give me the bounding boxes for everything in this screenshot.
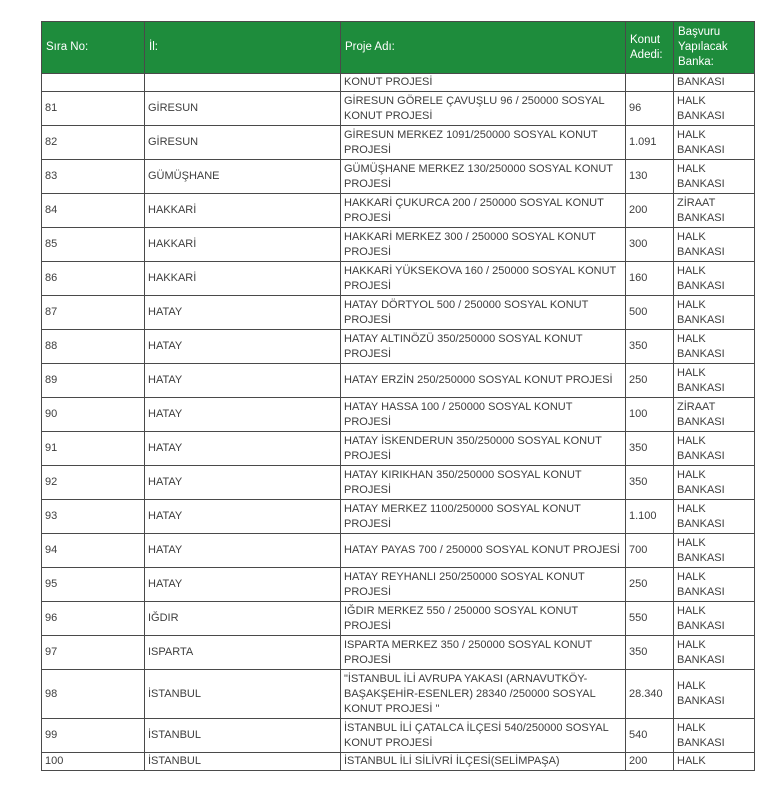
cell-sira: 97 [42, 636, 145, 670]
cell-sira: 85 [42, 228, 145, 262]
table-row-83 [42, 160, 755, 194]
cell-proje: GİRESUN MERKEZ 1091/250000 SOSYAL KONUT PROJESİ [341, 126, 626, 160]
cell-proje: HATAY KIRIKHAN 350/250000 SOSYAL KONUT PROJESİ [341, 466, 626, 500]
cell-il: HATAY [145, 296, 341, 330]
table-row-94 [42, 534, 755, 568]
cell-banka: HALK BANKASI [674, 719, 755, 753]
cell-proje: HAKKARİ YÜKSEKOVA 160 / 250000 SOSYAL KONUT PROJESİ [341, 262, 626, 296]
cell-il: HATAY [145, 500, 341, 534]
cell-il: HATAY [145, 466, 341, 500]
cell-il: İSTANBUL [145, 753, 341, 771]
cell-adet: 540 [626, 719, 674, 753]
cell-sira: 96 [42, 602, 145, 636]
cell-banka: HALK BANKASI [674, 466, 755, 500]
cell-adet: 200 [626, 194, 674, 228]
cell-sira: 99 [42, 719, 145, 753]
table-row-89 [42, 364, 755, 398]
cell-il: HAKKARİ [145, 262, 341, 296]
table-row-88 [42, 330, 755, 364]
cell-il: HATAY [145, 534, 341, 568]
cell-proje: KONUT PROJESİ [341, 74, 626, 92]
column-header-proje-adi: Proje Adı: [341, 22, 626, 74]
cell-banka: HALK BANKASI [674, 670, 755, 719]
cell-proje: HATAY HASSA 100 / 250000 SOSYAL KONUT PROJESİ [341, 398, 626, 432]
cell-banka: HALK BANKASI [674, 534, 755, 568]
table-row-98 [42, 670, 755, 719]
cell-il: GİRESUN [145, 92, 341, 126]
column-header-konut-adedi: Konut Adedi: [626, 22, 674, 74]
cell-il: HATAY [145, 330, 341, 364]
cell-adet: 28.340 [626, 670, 674, 719]
header-row [42, 22, 755, 74]
cell-banka: HALK BANKASI [674, 330, 755, 364]
cell-il [145, 74, 341, 92]
cell-adet [626, 74, 674, 92]
table-row-85 [42, 228, 755, 262]
cell-proje: HAKKARİ ÇUKURCA 200 / 250000 SOSYAL KONUT PROJESİ [341, 194, 626, 228]
cell-sira: 86 [42, 262, 145, 296]
cell-sira: 81 [42, 92, 145, 126]
cell-il: GİRESUN [145, 126, 341, 160]
table-row-96 [42, 602, 755, 636]
cell-il: HATAY [145, 398, 341, 432]
cell-proje: İSTANBUL İLİ ÇATALCA İLÇESİ 540/250000 SOSYAL KONUT PROJESİ [341, 719, 626, 753]
cell-adet: 130 [626, 160, 674, 194]
cell-banka: HALK BANKASI [674, 602, 755, 636]
cell-adet: 300 [626, 228, 674, 262]
cell-sira: 94 [42, 534, 145, 568]
cell-proje: HAKKARİ MERKEZ 300 / 250000 SOSYAL KONUT PROJESİ [341, 228, 626, 262]
cell-banka: HALK BANKASI [674, 296, 755, 330]
cell-sira: 92 [42, 466, 145, 500]
cell-proje: HATAY MERKEZ 1100/250000 SOSYAL KONUT PROJESİ [341, 500, 626, 534]
cell-adet: 250 [626, 568, 674, 602]
cell-proje: HATAY ERZİN 250/250000 SOSYAL KONUT PROJESİ [341, 364, 626, 398]
cell-proje: HATAY REYHANLI 250/250000 SOSYAL KONUT PROJESİ [341, 568, 626, 602]
table-row-87 [42, 296, 755, 330]
table-row-100 [42, 753, 755, 771]
table-row-continuation [42, 74, 755, 92]
cell-adet: 350 [626, 432, 674, 466]
cell-proje: GÜMÜŞHANE MERKEZ 130/250000 SOSYAL KONUT PROJESİ [341, 160, 626, 194]
cell-sira: 91 [42, 432, 145, 466]
table-row-95 [42, 568, 755, 602]
cell-sira: 82 [42, 126, 145, 160]
cell-adet: 250 [626, 364, 674, 398]
cell-banka: BANKASI [674, 74, 755, 92]
cell-adet: 200 [626, 753, 674, 771]
cell-adet: 350 [626, 636, 674, 670]
cell-banka: ZİRAAT BANKASI [674, 398, 755, 432]
cell-sira: 89 [42, 364, 145, 398]
cell-sira [42, 74, 145, 92]
table-row-82 [42, 126, 755, 160]
cell-il: ISPARTA [145, 636, 341, 670]
cell-adet: 1.091 [626, 126, 674, 160]
cell-banka: HALK BANKASI [674, 500, 755, 534]
cell-adet: 700 [626, 534, 674, 568]
cell-proje: HATAY ALTINÖZÜ 350/250000 SOSYAL KONUT PROJESİ [341, 330, 626, 364]
cell-banka: HALK BANKASI [674, 636, 755, 670]
cell-proje: HATAY İSKENDERUN 350/250000 SOSYAL KONUT PROJESİ [341, 432, 626, 466]
cell-sira: 88 [42, 330, 145, 364]
cell-il: HATAY [145, 568, 341, 602]
cell-sira: 90 [42, 398, 145, 432]
table-row-84 [42, 194, 755, 228]
table-header [42, 22, 755, 74]
cell-il: IĞDIR [145, 602, 341, 636]
cell-sira: 84 [42, 194, 145, 228]
cell-proje: GİRESUN GÖRELE ÇAVUŞLU 96 / 250000 SOSYAL KONUT PROJESİ [341, 92, 626, 126]
cell-banka: HALK BANKASI [674, 568, 755, 602]
cell-banka: HALK BANKASI [674, 92, 755, 126]
cell-sira: 100 [42, 753, 145, 771]
cell-proje: HATAY PAYAS 700 / 250000 SOSYAL KONUT PROJESİ [341, 534, 626, 568]
table-row-92 [42, 466, 755, 500]
cell-adet: 550 [626, 602, 674, 636]
cell-adet: 96 [626, 92, 674, 126]
cell-adet: 100 [626, 398, 674, 432]
cell-banka: HALK BANKASI [674, 364, 755, 398]
cell-sira: 98 [42, 670, 145, 719]
cell-il: GÜMÜŞHANE [145, 160, 341, 194]
table-row-91 [42, 432, 755, 466]
cell-proje: İSTANBUL İLİ SİLİVRİ İLÇESİ(SELİMPAŞA) [341, 753, 626, 771]
cell-il: HAKKARİ [145, 228, 341, 262]
cell-adet: 1.100 [626, 500, 674, 534]
cell-banka: HALK BANKASI [674, 262, 755, 296]
table-row-97 [42, 636, 755, 670]
cell-banka: ZİRAAT BANKASI [674, 194, 755, 228]
cell-il: İSTANBUL [145, 670, 341, 719]
cell-adet: 500 [626, 296, 674, 330]
cell-proje: HATAY DÖRTYOL 500 / 250000 SOSYAL KONUT PROJESİ [341, 296, 626, 330]
column-header-sira-no: Sıra No: [42, 22, 145, 74]
table-row-93 [42, 500, 755, 534]
cell-sira: 93 [42, 500, 145, 534]
cell-sira: 83 [42, 160, 145, 194]
cell-banka: HALK BANKASI [674, 126, 755, 160]
cell-il: HATAY [145, 364, 341, 398]
column-header-il: İl: [145, 22, 341, 74]
cell-il: HAKKARİ [145, 194, 341, 228]
cell-adet: 350 [626, 466, 674, 500]
table-row-81 [42, 92, 755, 126]
cell-adet: 350 [626, 330, 674, 364]
cell-il: HATAY [145, 432, 341, 466]
table-body [42, 74, 755, 771]
cell-banka: HALK BANKASI [674, 432, 755, 466]
table-row-99 [42, 719, 755, 753]
table-row-86 [42, 262, 755, 296]
table-row-90 [42, 398, 755, 432]
cell-banka: HALK [674, 753, 755, 771]
cell-proje: IĞDIR MERKEZ 550 / 250000 SOSYAL KONUT PROJESİ [341, 602, 626, 636]
cell-proje: "İSTANBUL İLİ AVRUPA YAKASI (ARNAVUTKÖY-BAŞAKŞEHİR-ESENLER) 28340 /250000 SOSYAL KONUT PROJESİ " [341, 670, 626, 719]
cell-adet: 160 [626, 262, 674, 296]
cell-il: İSTANBUL [145, 719, 341, 753]
cell-sira: 95 [42, 568, 145, 602]
cell-banka: HALK BANKASI [674, 228, 755, 262]
cell-sira: 87 [42, 296, 145, 330]
housing-projects-table [41, 21, 755, 771]
column-header-basvuru-banka: Başvuru Yapılacak Banka: [674, 22, 755, 74]
cell-banka: HALK BANKASI [674, 160, 755, 194]
cell-proje: ISPARTA MERKEZ 350 / 250000 SOSYAL KONUT PROJESİ [341, 636, 626, 670]
